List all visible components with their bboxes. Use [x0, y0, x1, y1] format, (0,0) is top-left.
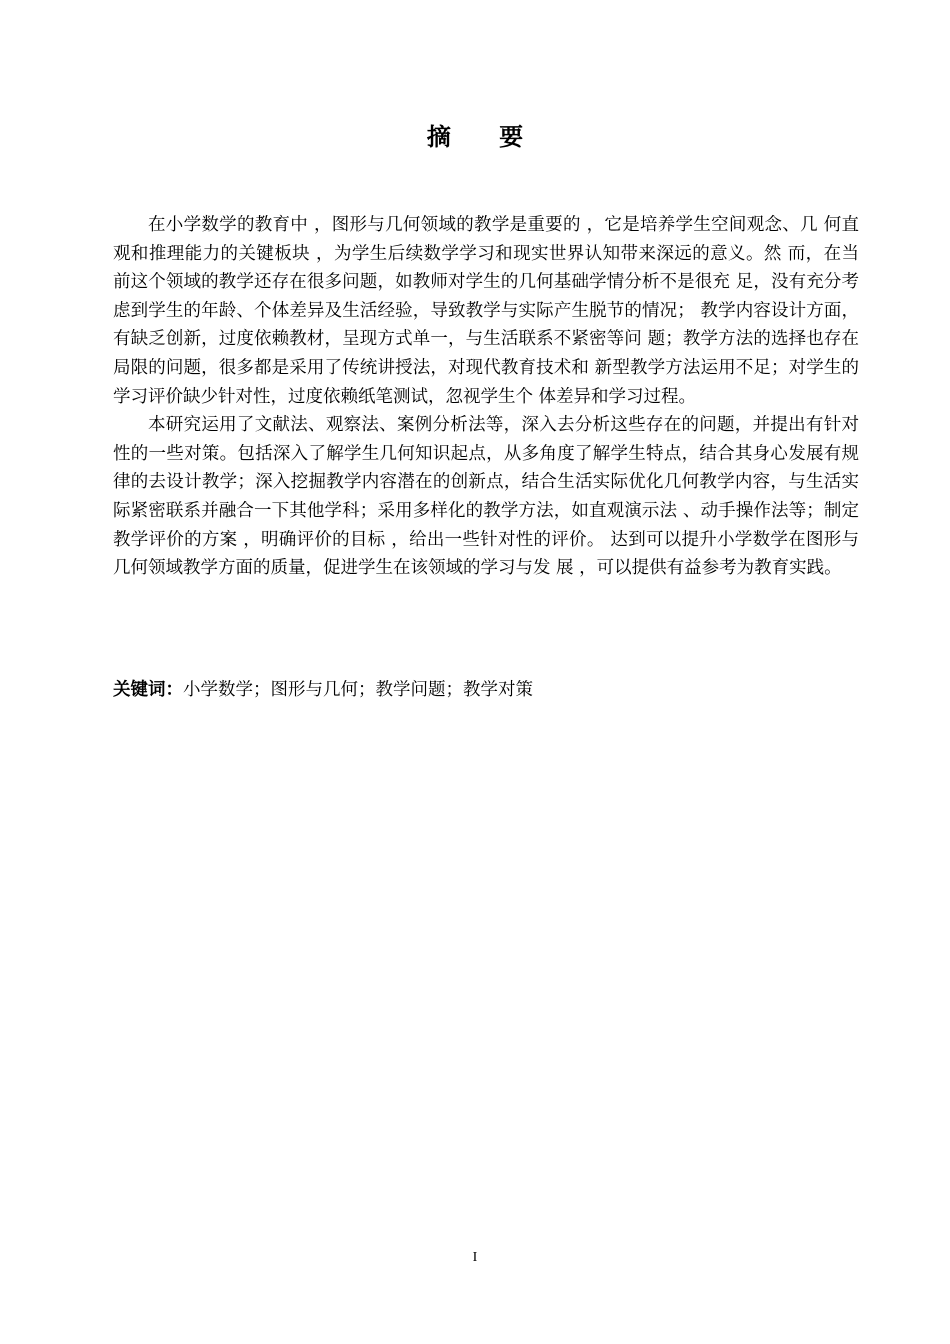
keywords-text: 小学数学；图形与几何；教学问题；教学对策	[183, 680, 533, 700]
abstract-paragraph-2: 本研究运用了文献法、观察法、案例分析法等，深入去分析这些存在的问题，并提出有针对性的一些对策。包括深入了解学生几何知识起点，从多角度了解学生特点，结合其身心发展有规律的去设计教学；深入挖掘教学内容潜在的创新点，结合生活实际优化几何教学内容，与生活实际紧密联系并融合一下其他学科；采用多样化的教学方法，如直观演示法 、动手操作法等；制定教学评价的方案 ，明确评价的目标 ，给出一些针对性的评价。 达到可以提升小学数学在图形与几何领域教学方面的质量，促进学生在该领域的学习与发 展 ，可以提供有益参考为教育实践。	[113, 415, 859, 579]
keywords-line	[113, 676, 859, 704]
abstract-body	[113, 211, 859, 583]
keywords-label: 关键词：	[113, 680, 183, 700]
abstract-title: 摘 要	[426, 123, 544, 151]
abstract-paragraph-1: 在小学数学的教育中 ，图形与几何领域的教学是重要的 ，它是培养学生空间观念、几 何直观和推理能力的关键板块 ，为学生后续数学学习和现实世界认知带来深远的意义。然 而，在当前这个领域的教学还存在很多问题，如教师对学生的几何基础学情分析不是很充 足，没有充分考虑到学生的年龄、个体差异及生活经验，导致教学与实际产生脱节的情况； 教学内容设计方面，有缺乏创新，过度依赖教材，呈现方式单一，与生活联系不紧密等问 题；教学方法的选择也存在局限的问题，很多都是采用了传统讲授法，对现代教育技术和 新型教学方法运用不足；对学生的学习评价缺少针对性，过度依赖纸笔测试，忽视学生个 体差异和学习过程。	[113, 215, 859, 407]
page-number: I	[472, 1250, 478, 1265]
